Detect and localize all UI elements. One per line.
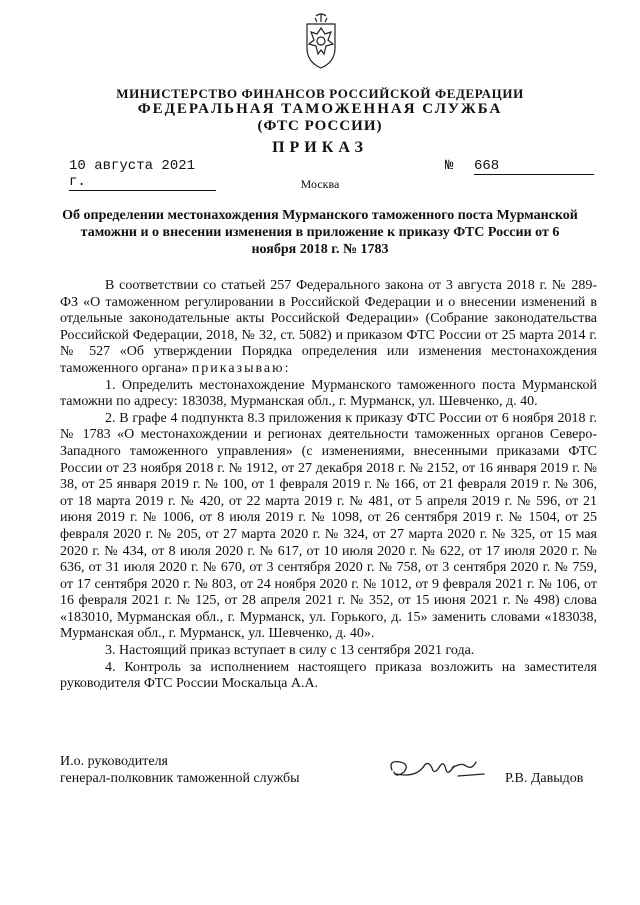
signatory-name: Р.В. Давыдов bbox=[505, 771, 584, 786]
city: Москва bbox=[300, 177, 340, 191]
order-title: Об определении местонахождения Мурманского таможенного поста Мурманской таможни и о внесении изменения в приложение к приказу ФТС России от 6 ноября 2018 г. № 1783 bbox=[62, 208, 578, 257]
number-sign: № bbox=[445, 158, 454, 174]
intro-paragraph bbox=[60, 278, 597, 378]
service-abbreviation: (ФТС РОССИИ) bbox=[257, 118, 383, 134]
coat-of-arms-emblem-icon bbox=[297, 10, 345, 72]
position-line-1: И.о. руководителя bbox=[60, 754, 169, 769]
intro-spaced-word: приказываю: bbox=[191, 360, 291, 376]
position-line-2: генерал-полковник таможенной службы bbox=[60, 771, 300, 786]
item-2: 2. В графе 4 подпункта 8.3 приложения к приказу ФТС России от 6 ноября 2018 г. № 1783 «О местонахождении и регионах деятельности таможенных органов Северо-Западного таможенного управления» (с изменениями, внесенными приказами ФТС России от 23 ноября 2018 г. № 1912, от 27 декабря 2018 г. № 2152, от 16 января 2019 г. № 38, от 25 января 2019 г. № 100, от 1 февраля 2019 г. № 166, от 21 февраля 2019 г. № 306, от 18 марта 2019 г. № 420, от 22 марта 2019 г. № 481, от 5 апреля 2019 г. № 596, от 21 июня 2019 г. № 1006, от 8 июля 2019 г. № 1098, от 26 сентября 2019 г. № 1504, от 25 февраля 2020 г. № 205, от 27 марта 2020 г. № 324, от 27 марта 2020 г. № 325, от 15 мая 2020 г. № 434, от 8 июля 2020 г. № 617, от 10 июля 2020 г. № 622, от 17 июля 2020 г. № 636, от 31 июля 2020 г. № 670, от 3 сентября 2020 г. № 758, от 3 сентября 2020 г. № 759, от 17 сентября 2020 г. № 803, от 24 ноября 2020 г. № 1012, от 9 февраля 2021 г. № 106, от 16 февраля 2021 г. № 125, от 28 апреля 2021 г. № 352, от 15 июня 2021 г. № 498) слова «183010, Мурманская обл., г. Мурманск, ул. Горького, д. 15» заменить словами «183038, Мурманская обл., г. Мурманск, ул. Шевченко, д. 40». bbox=[60, 410, 597, 642]
document-type: ПРИКАЗ bbox=[272, 139, 368, 156]
order-number: 668 bbox=[474, 158, 594, 175]
order-body bbox=[60, 278, 597, 693]
handwritten-signature bbox=[386, 752, 491, 788]
signatory-position bbox=[60, 753, 299, 787]
service-name: ФЕДЕРАЛЬНАЯ ТАМОЖЕННАЯ СЛУЖБА bbox=[137, 101, 503, 117]
item-3: 3. Настоящий приказ вступает в силу с 13 сентября 2021 года. bbox=[105, 643, 475, 659]
intro-text: В соответствии со статьей 257 Федерального закона от 3 августа 2018 г. № 289-ФЗ «О таможенном регулировании в Российской Федерации и о внесении изменений в отдельные законодательные акты Российской Федерации» (Собрание законодательства Российской Федерации, 2018, № 32, ст. 5082) и приказом ФТС России от 25 марта 2014 г. № 527 «Об утверждении Порядка определения или изменения местонахождения таможенного органа» bbox=[60, 278, 597, 376]
order-date: 10 августа 2021 г. bbox=[69, 158, 216, 191]
item-4: 4. Контроль за исполнением настоящего приказа возложить на заместителя руководителя ФТС России Москальца А.А. bbox=[60, 659, 597, 692]
ministry-name: МИНИСТЕРСТВО ФИНАНСОВ РОССИЙСКОЙ ФЕДЕРАЦИИ bbox=[116, 86, 524, 101]
item-1: 1. Определить местонахождение Мурманского таможенного поста Мурманской таможни по адресу: 183038, Мурманская обл., г. Мурманск, ул. Шевченко, д. 40. bbox=[60, 377, 597, 410]
